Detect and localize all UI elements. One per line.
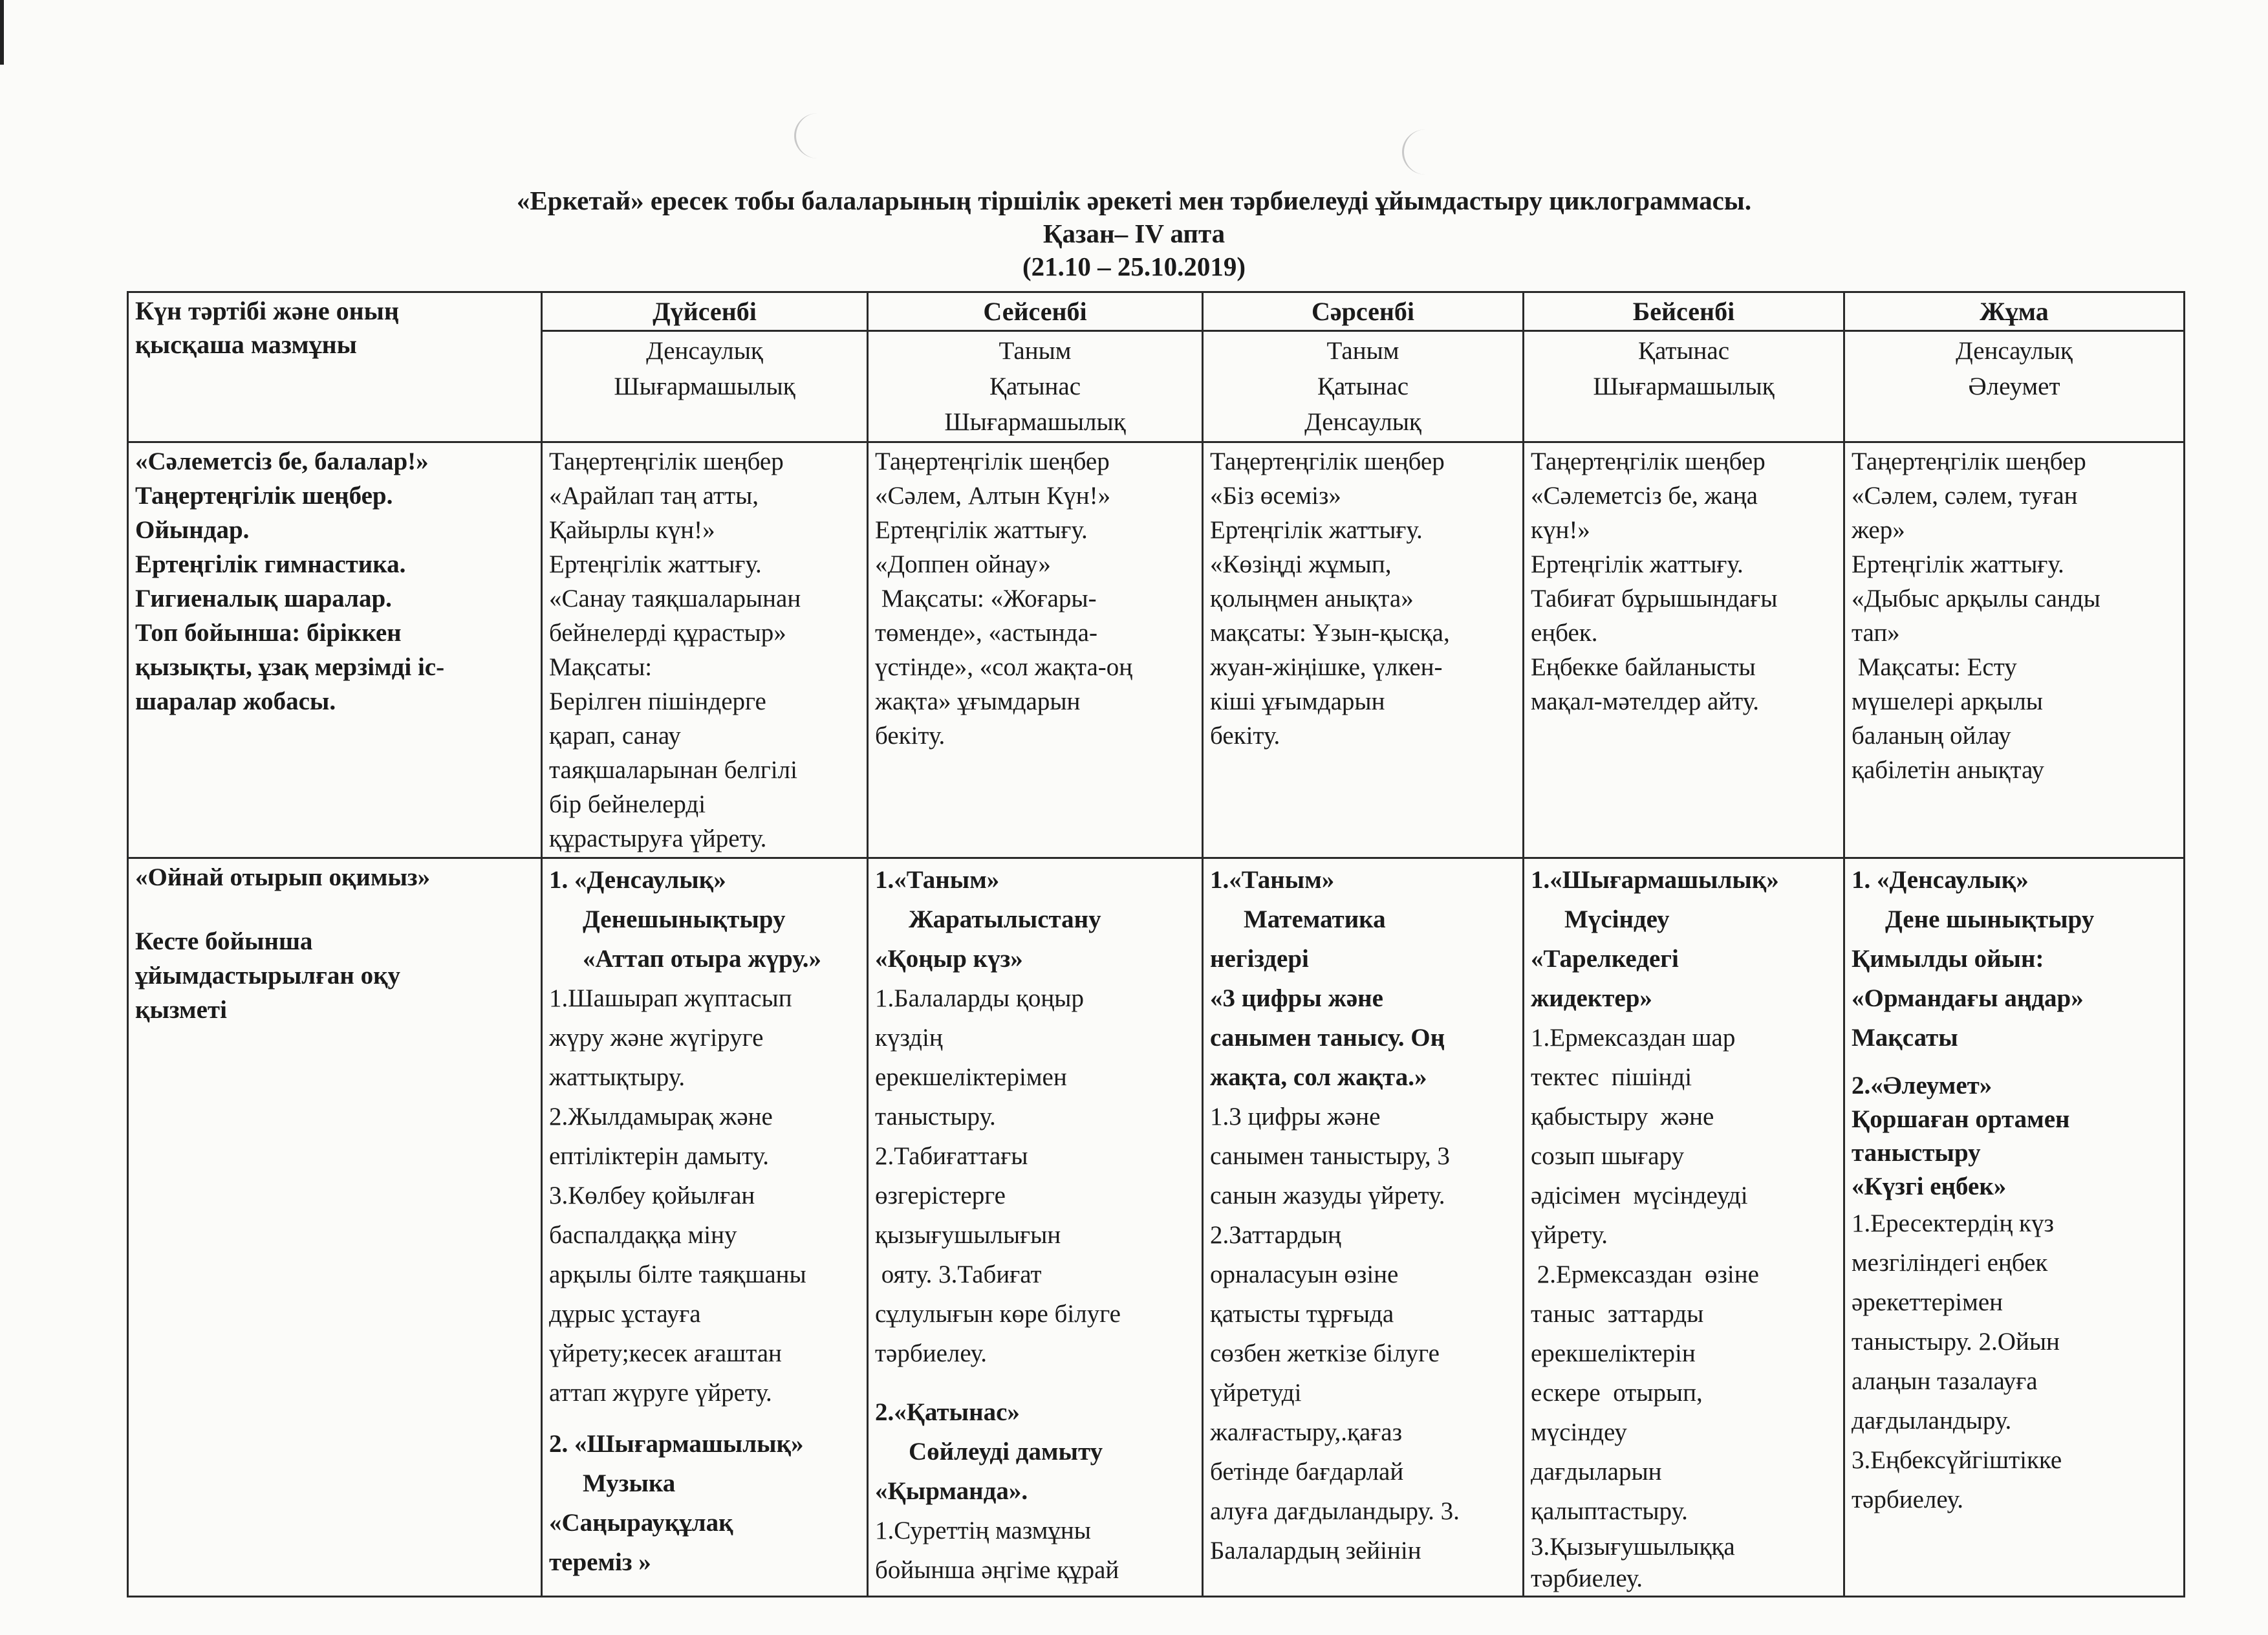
morning-label-line: Таңертеңгілік шеңбер. [135,482,393,510]
lesson-text-line: орналасуын өзіне [1210,1261,1399,1288]
morning-text-line: «Көзіңді жұмып, [1210,550,1392,578]
area-label: Қатынас [1317,373,1409,400]
lesson-subject: Денешынықтыру [583,905,786,933]
morning-text-line: қарап, санау [549,722,681,750]
lesson-label-line: «Ойнай отырып оқимыз» [135,863,431,891]
morning-text-line: Табиғат бұрышындағы [1531,585,1778,612]
lesson-cell-thursday [1524,858,1844,1597]
area-label: Шығармашылық [614,373,795,400]
lesson-text-line: алаңын тазалауға [1852,1367,2038,1395]
lesson-heading: 2.«Әлеумет» [1852,1072,1993,1099]
lesson-text-line: санын жазуды үйрету. [1210,1182,1445,1209]
lesson-topic: «Саңырауқұлақ [549,1509,733,1537]
lesson-text-line: үйрету. [1531,1221,1608,1249]
area-label: Қатынас [1637,337,1730,365]
spacer [135,894,534,924]
morning-text-line: мақсаты: Ұзын-қысқа, [1210,619,1450,647]
day-header-wednesday: Сәрсенбі [1203,292,1524,331]
lesson-text-line: дұрыс ұстауға [549,1300,701,1328]
morning-text-line: құрастыруға үйрету. [549,825,767,852]
lesson-heading: 1. «Денсаулық» [549,866,726,894]
lesson-label-cell [128,858,542,1597]
lesson-text-line: жүру және жүгіруге [549,1024,764,1052]
area-label: Шығармашылық [1593,373,1775,400]
morning-text-line: бекіту. [875,722,945,750]
lesson-text-line: 1.Ересектердің күз [1852,1209,2054,1237]
lesson-heading: 1.«Шығармашылық» [1531,866,1779,894]
morning-text-line: жуан-жіңішке, үлкен- [1210,653,1443,681]
lesson-subject: Жаратылыстану [909,905,1101,933]
lesson-subject: Мүсіндеу [1564,905,1670,933]
morning-text-line: Таңертеңгілік шеңбер [1852,448,2086,475]
schedule-header-text: Күн тәртібі және оның [135,296,399,325]
lesson-text-line: дағдыландыру. [1852,1407,2012,1435]
document-header [0,184,2268,283]
lesson-text-line: 1.Суреттің мазмұны [875,1517,1091,1544]
morning-text-line: төменде», «астында- [875,619,1097,647]
cyclogram-table [127,291,2185,1597]
area-label: Таным [1326,337,1399,365]
lesson-text-line: 2.Табиғаттағы [875,1142,1028,1170]
morning-text-line: Мақсаты: Есту [1852,653,2017,681]
morning-text-line: «Біз өсеміз» [1210,482,1341,510]
lesson-label-line: қызметі [135,996,227,1024]
morning-text-line: Ертеңгілік жаттығу. [1210,516,1423,544]
areas-cell-tuesday [868,331,1203,442]
lesson-topic: Қимылды ойын: [1852,945,2044,973]
morning-text-line: «Сәлем, сәлем, туған [1852,482,2078,510]
morning-text-line: қабілетін анықтау [1852,756,2044,784]
lesson-text-line: алуға дағдыландыру. 3. [1210,1497,1460,1525]
lesson-text-line: мезгіліндегі еңбек [1852,1249,2048,1277]
lesson-heading: 2.«Қатынас» [875,1398,1020,1426]
morning-text-line: күн!» [1531,516,1590,544]
lesson-row [128,858,2185,1597]
lesson-subject: Дене шынықтыру [1885,905,2095,933]
lesson-heading: 1.«Таным» [1210,866,1335,894]
lesson-topic: «Қырманда». [875,1477,1028,1505]
area-label: Қатынас [989,373,1081,400]
lesson-topic: Мақсаты [1852,1024,1958,1052]
lesson-topic: «Қоңыр күз» [875,945,1023,973]
lesson-text-line: жалғастыру,.қағаз [1210,1418,1402,1446]
lesson-text-line: Балалардың зейінін [1210,1537,1421,1565]
morning-text-line: мүшелері арқылы [1852,688,2044,715]
lesson-text-line: ептіліктерін дамыту. [549,1142,770,1170]
morning-text-line: Таңертеңгілік шеңбер [1210,448,1445,475]
morning-text-line: Ертеңгілік жаттығу. [549,550,762,578]
scan-edge [0,0,4,65]
lesson-text-line: тәрбиелеу. [1852,1486,1964,1513]
lesson-text-line: жаттықтыру. [549,1063,686,1091]
morning-row [128,442,2185,858]
lesson-text-line: 1.Балаларды қоңыр [875,984,1084,1012]
morning-cell-thursday [1524,442,1844,858]
lesson-text-line: дағдыларын [1531,1458,1662,1486]
lesson-text-line: тәрбиелеу. [1531,1565,1643,1592]
morning-text-line: баланың ойлау [1852,722,2011,750]
lesson-text-line: 1.Шашырап жүптасып [549,984,792,1012]
lesson-cell-wednesday [1203,858,1524,1597]
area-label: Шығармашылық [944,408,1126,436]
lesson-topic: санымен танысу. Оң [1210,1024,1445,1052]
morning-text-line: бір бейнелерді [549,790,706,818]
area-label: Әлеумет [1968,373,2060,400]
lesson-text-line: күздің [875,1024,943,1052]
areas-cell-friday [1844,331,2185,442]
days-header-row [128,292,2185,331]
morning-text-line: Ертеңгілік жаттығу. [1531,550,1744,578]
lesson-text-line: ояту. 3.Табиғат [875,1261,1042,1288]
area-label: Таным [999,337,1072,365]
lesson-text-line: ерекшеліктерін [1531,1339,1696,1367]
lesson-text-line: санымен таныстыру, 3 [1210,1142,1450,1170]
morning-text-line: Таңертеңгілік шеңбер [549,448,784,475]
morning-label-line: «Сәлеметсіз бе, балалар!» [135,448,429,475]
morning-label-cell [128,442,542,858]
morning-label-line: Гигиеналық шаралар. [135,585,392,612]
morning-text-line: Таңертеңгілік шеңбер [1531,448,1766,475]
area-label: Денсаулық [1956,337,2073,365]
areas-cell-monday [542,331,868,442]
lesson-text-line: 2.Заттардың [1210,1221,1341,1249]
lesson-text-line: 3.Қызығушылыққа [1531,1533,1735,1561]
lesson-cell-monday [542,858,868,1597]
morning-text-line: «Дыбыс арқылы санды [1852,585,2101,612]
lesson-text-line: қызығушылығын [875,1221,1061,1249]
lesson-text-line: сұлулығын көре білуге [875,1300,1121,1328]
morning-text-line: бейнелерді құрастыр» [549,619,786,647]
lesson-text-line: қалыптастыру. [1531,1497,1688,1525]
lesson-text-line: мүсіндеу [1531,1418,1627,1446]
lesson-heading: 1. «Денсаулық» [1852,866,2029,894]
morning-text-line: «Арайлап таң атты, [549,482,759,510]
lesson-text-line: 3.Көлбеу қойылған [549,1182,755,1209]
lesson-text-line: бойынша әңгіме құрай [875,1556,1119,1584]
spacer [1852,1057,2177,1069]
lesson-subject: Қоршаған ортамен [1852,1105,2070,1133]
lesson-text-line: тәрбиелеу. [875,1339,988,1367]
lesson-subject: Математика [1244,905,1386,933]
morning-cell-wednesday [1203,442,1524,858]
morning-text-line: Мақсаты: [549,653,653,681]
morning-text-line: үстінде», «сол жақта-оң [875,653,1133,681]
lesson-subject: негіздері [1210,945,1309,973]
morning-label-line: қызықты, ұзақ мерзімді іс- [135,653,445,681]
lesson-heading: 2. «Шығармашылық» [549,1430,804,1458]
lesson-topic: «Ормандағы аңдар» [1852,984,2084,1012]
spacer [549,1413,860,1424]
day-header-tuesday: Сейсенбі [868,292,1203,331]
morning-cell-friday [1844,442,2185,858]
morning-text-line: «Сәлеметсіз бе, жаңа [1531,482,1758,510]
morning-text-line: Ертеңгілік жаттығу. [1852,550,2064,578]
schedule-header-cell [128,292,542,442]
morning-text-line: «Санау таяқшаларынан [549,585,801,612]
lesson-text-line: арқылы білте таяқшаны [549,1261,806,1288]
lesson-text-line: өзгерістерге [875,1182,1006,1209]
punch-hole-mark [794,113,841,158]
lesson-topic: «3 цифры және [1210,984,1383,1012]
lesson-topic: тереміз » [549,1548,651,1576]
day-header-friday: Жұма [1844,292,2185,331]
morning-label-line: Топ бойынша: біріккен [135,619,402,647]
lesson-cell-friday [1844,858,2185,1597]
lesson-text-line: үйрету;кесек ағаштан [549,1339,782,1367]
document-title: «Еркетай» ересек тобы балаларының тіршілік әрекеті мен тәрбиелеуді ұйымдастыру циклограммасы. [516,186,1752,215]
day-header-monday: Дүйсенбі [542,292,868,331]
morning-text-line: Қайырлы күн!» [549,516,715,544]
morning-label-line: Ойындар. [135,516,250,544]
schedule-header-text: қысқаша мазмұны [135,330,357,359]
lesson-topic: жақта, сол жақта.» [1210,1063,1427,1091]
lesson-topic: «Аттап отыра жүру.» [583,945,822,973]
morning-text-line: кіші ұғымдарын [1210,688,1385,715]
morning-text-line: таяқшаларынан белгілі [549,756,797,784]
lesson-text-line: сөзбен жеткізе білуге [1210,1339,1440,1367]
lesson-text-line: қатысты тұрғыда [1210,1300,1394,1328]
areas-cell-thursday [1524,331,1844,442]
morning-text-line: «Сәлем, Алтын Күн!» [875,482,1111,510]
morning-text-line: бекіту. [1210,722,1280,750]
lesson-text-line: қабыстыру және [1531,1103,1714,1131]
lesson-label-line: Кесте бойынша [135,927,313,955]
morning-text-line: жер» [1852,516,1905,544]
lesson-text-line: 2.Жылдамырақ және [549,1103,773,1131]
lesson-text-line: таныстыру. 2.Ойын [1852,1328,2060,1356]
lesson-label-line: ұйымдастырылған оқу [135,962,401,990]
lesson-text-line: баспалдаққа міну [549,1221,737,1249]
lesson-text-line: таныс заттарды [1531,1300,1704,1328]
lesson-text-line: бетінде бағдарлай [1210,1458,1404,1486]
lesson-text-line: таныстыру. [875,1103,996,1131]
areas-cell-wednesday [1203,331,1524,442]
morning-text-line: қолыңмен анықта» [1210,585,1414,612]
morning-text-line: мақал-мәтелдер айту. [1531,688,1760,715]
lesson-text-line: созып шығару [1531,1142,1685,1170]
lesson-text-line: ескере отырып, [1531,1379,1703,1407]
morning-text-line: жақта» ұғымдарын [875,688,1081,715]
spacer [875,1373,1195,1392]
area-label: Денсаулық [646,337,763,365]
lesson-subject: таныстыру [1852,1139,1981,1167]
morning-text-line: еңбек. [1531,619,1598,647]
morning-text-line: Мақсаты: «Жоғары- [875,585,1097,612]
punch-hole-mark [1402,129,1449,175]
morning-text-line: тап» [1852,619,1900,647]
morning-text-line: «Доппен ойнау» [875,550,1051,578]
lesson-text-line: 1.3 цифры және [1210,1103,1381,1131]
lesson-topic: «Тарелкедегі [1531,945,1679,973]
lesson-cell-tuesday [868,858,1203,1597]
morning-cell-tuesday [868,442,1203,858]
lesson-text-line: 3.Еңбексүйгіштікке [1852,1446,2062,1474]
lesson-heading: 1.«Таным» [875,866,1000,894]
document-subtitle: Қазан– IV апта [1042,219,1226,248]
lesson-text-line: 1.Ермексаздан шар [1531,1024,1736,1052]
morning-label-line: шаралар жобасы. [135,688,336,715]
lesson-subject: Музыка [583,1469,676,1497]
lesson-topic: жидектер» [1531,984,1652,1012]
lesson-topic: «Күзгі еңбек» [1852,1173,2007,1200]
morning-text-line: Берілген пішіндерге [549,688,766,715]
document-dates: (21.10 – 25.10.2019) [1022,252,1246,281]
morning-label-line: Ертеңгілік гимнастика. [135,550,406,578]
day-header-thursday: Бейсенбі [1524,292,1844,331]
lesson-text-line: тектес пішінді [1531,1063,1692,1091]
morning-cell-monday [542,442,868,858]
lesson-subject: Сөйлеуді дамыту [909,1438,1103,1466]
lesson-text-line: әрекеттерімен [1852,1288,2003,1316]
lesson-text-line: үйретуді [1210,1379,1302,1407]
lesson-text-line: әдісімен мүсіндеуді [1531,1182,1748,1209]
lesson-text-line: ерекшеліктерімен [875,1063,1067,1091]
lesson-text-line: аттап жүруге үйрету. [549,1379,772,1407]
area-label: Денсаулық [1304,408,1421,436]
lesson-text-line: 2.Ермексаздан өзіне [1531,1261,1759,1288]
morning-text-line: Таңертеңгілік шеңбер [875,448,1110,475]
morning-text-line: Еңбекке байланысты [1531,653,1756,681]
morning-text-line: Ертеңгілік жаттығу. [875,516,1088,544]
